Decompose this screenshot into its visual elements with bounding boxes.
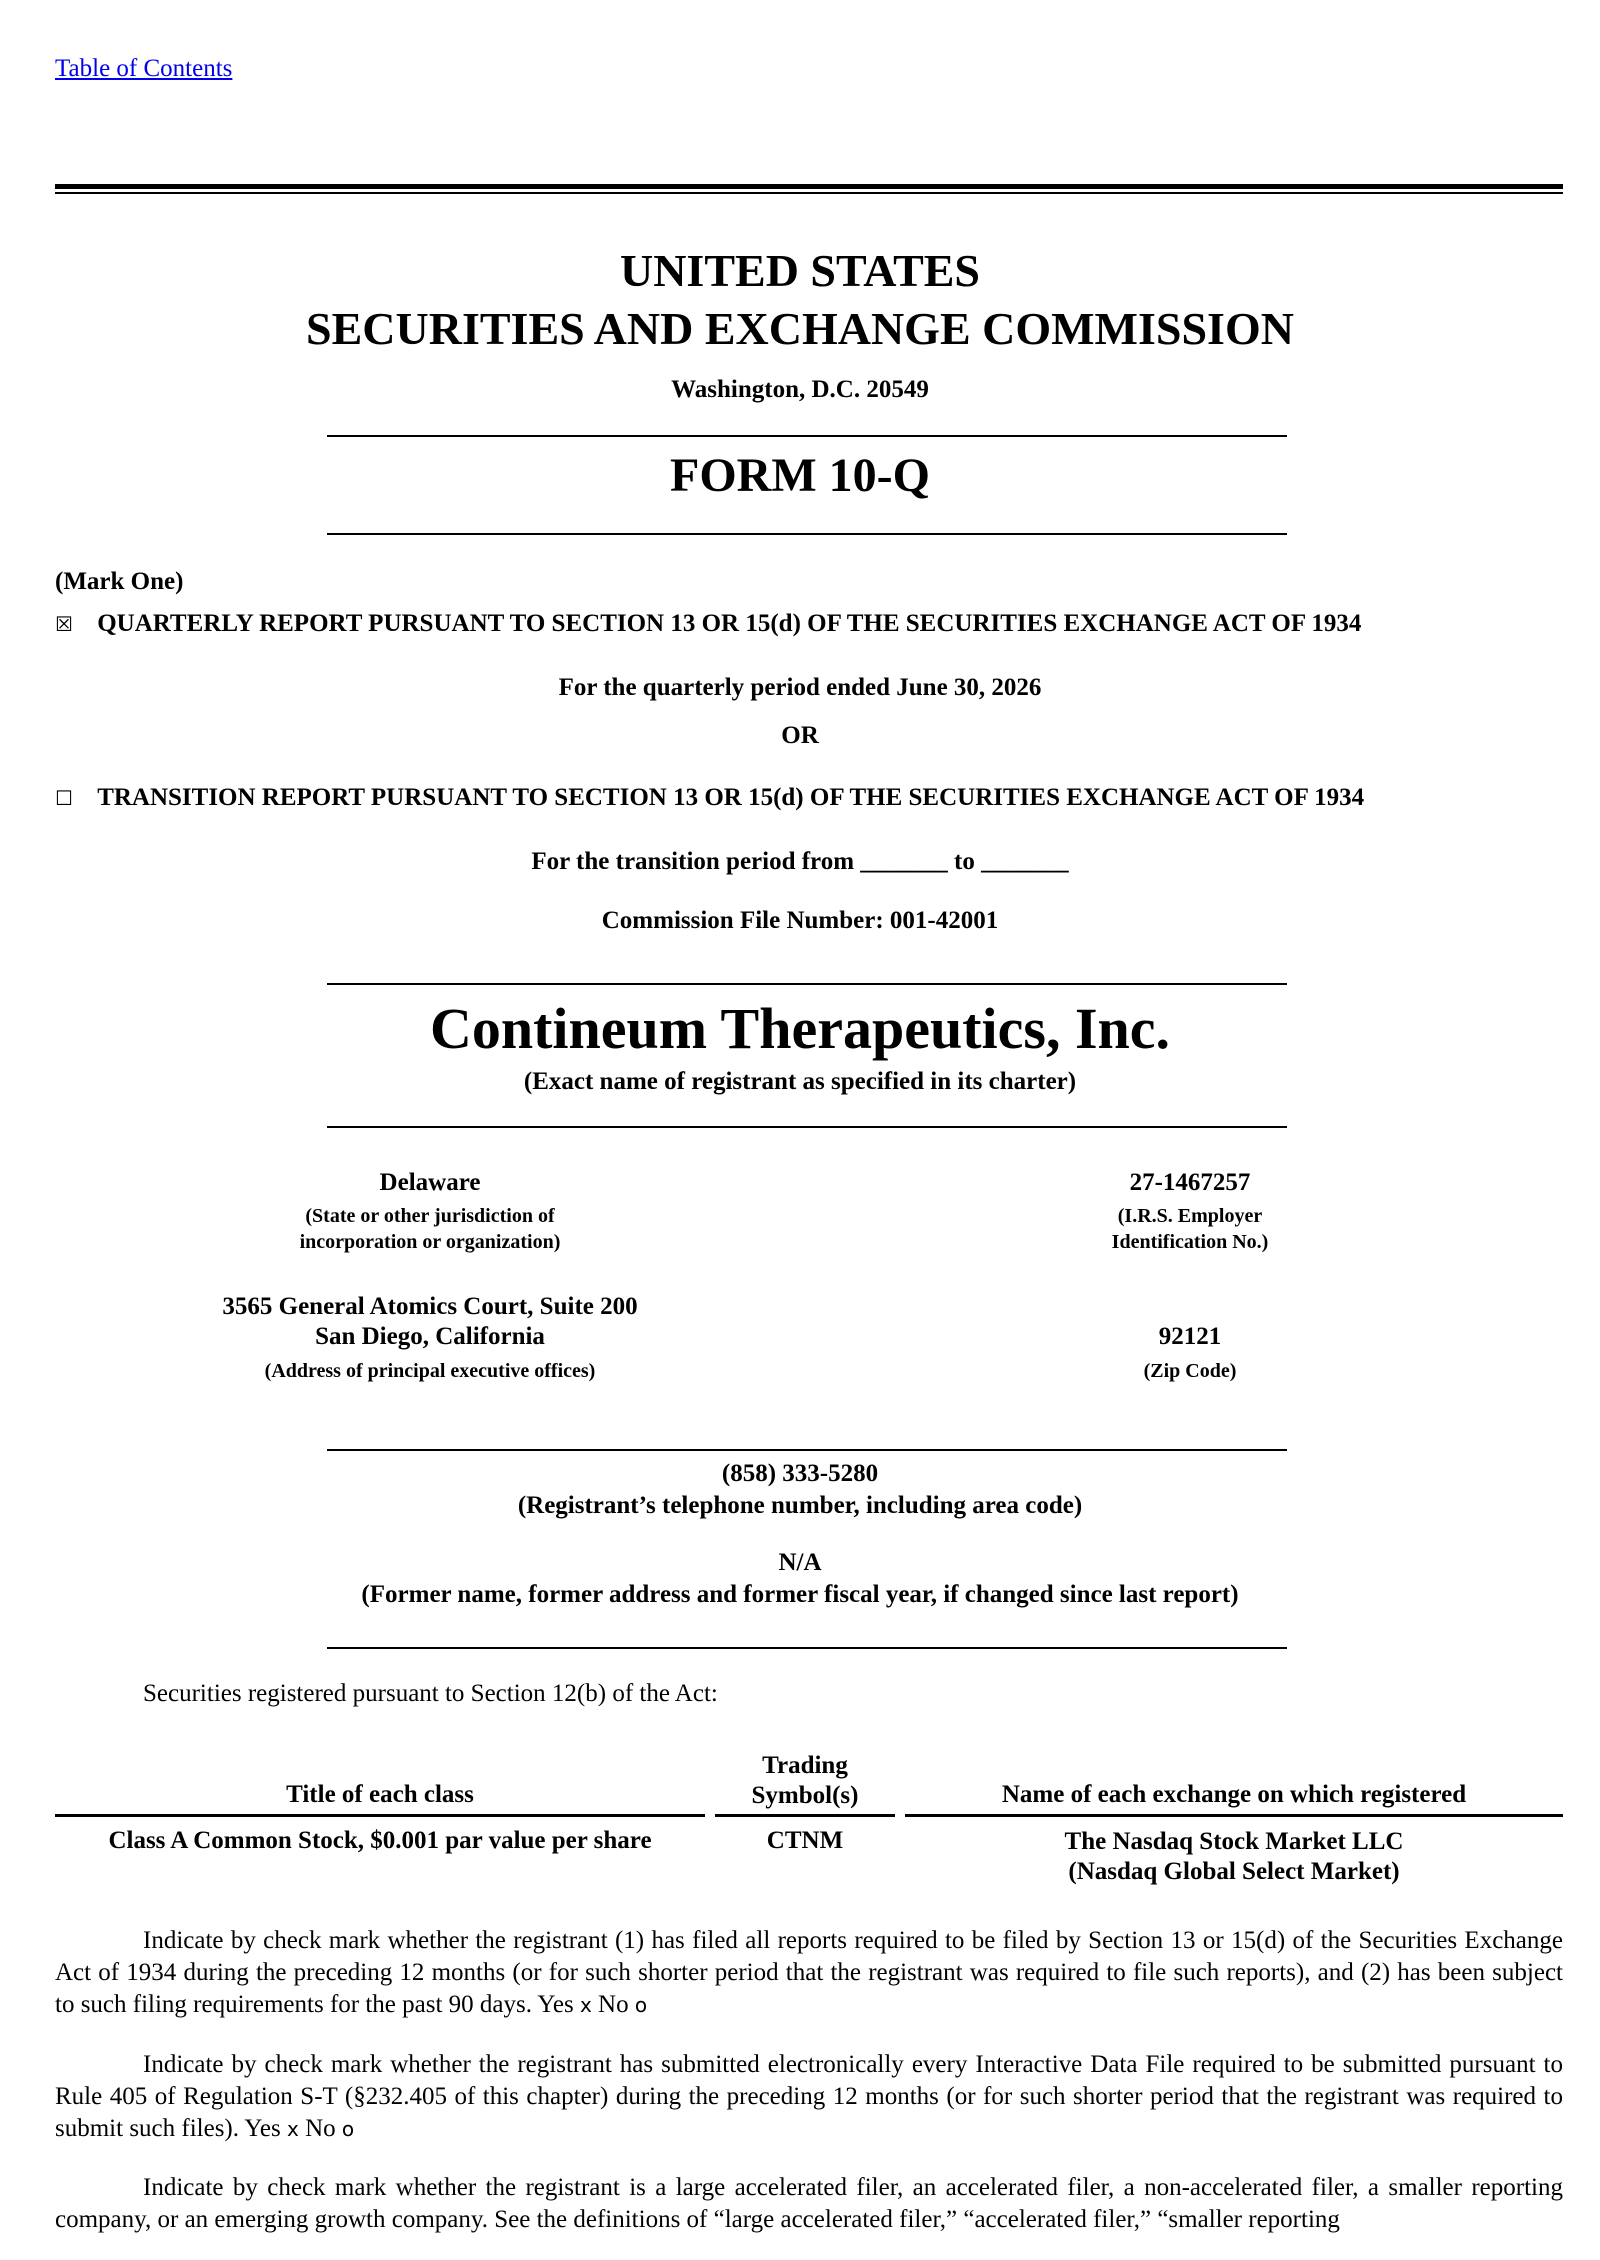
no-label: No	[305, 2115, 336, 2142]
header-title-block	[0, 242, 1600, 358]
irs-value: 27-1467257	[1129, 1169, 1251, 1196]
quarterly-period: For the quarterly period ended June 30, 2026	[558, 674, 1042, 701]
top-rule-thick	[55, 184, 1563, 189]
yes-check-mark: x	[286, 2117, 299, 2141]
transition-period: For the transition period from _______ to _______	[531, 848, 1069, 875]
table-header-symbol-line-1: Trading	[762, 1752, 848, 1779]
address-block	[130, 1292, 730, 1384]
paragraph-1-text: Indicate by check mark whether the registrant (1) has filed all reports required to be filed by Section 13 or 15(d) of the Securities Exchange Act of 1934 during the preceding 12 months (or for such shorter period that the registrant was required to file such reports), and (2) has been subject to such filing requirements for the past 90 days.	[55, 1927, 1563, 2018]
transition-report-option	[55, 784, 1364, 812]
table-cell-title: Class A Common Stock, $0.001 par value per share	[108, 1827, 652, 1854]
paragraph-3-text: Indicate by check mark whether the registrant is a large accelerated filer, an accelerated filer, a non-accelerated filer, a smaller reporting company, or an emerging growth company. See the definitions of “large accelerated filer,” “accelerated filer,” “smaller reporting	[55, 2174, 1563, 2233]
table-header-rule	[715, 1814, 895, 1817]
no-label: No	[598, 1991, 629, 2018]
state-block	[130, 1169, 730, 1255]
top-rule-thin	[55, 192, 1563, 194]
table-cell-exchange-line-1: The Nasdaq Stock Market LLC	[1064, 1828, 1404, 1855]
table-header-title: Title of each class	[286, 1781, 474, 1808]
former-name-caption: (Former name, former address and former fiscal year, if changed since last report)	[361, 1581, 1239, 1608]
table-cell-exchange	[905, 1827, 1563, 1887]
transition-checkbox-unchecked: ☐	[55, 786, 73, 810]
rule	[327, 983, 1287, 985]
table-of-contents-link[interactable]: Table of Contents	[55, 55, 233, 82]
header-line-1: UNITED STATES	[619, 245, 981, 296]
state-caption-1: (State or other jurisdiction of	[305, 1205, 555, 1227]
address-line-1: 3565 General Atomics Court, Suite 200	[222, 1293, 638, 1320]
irs-caption-1: (I.R.S. Employer	[1117, 1205, 1263, 1227]
quarterly-report-option	[55, 610, 1361, 638]
or-separator: OR	[781, 722, 819, 749]
rule	[327, 1647, 1287, 1649]
paragraph-filer-status	[55, 2172, 1563, 2236]
registrant-name-caption: (Exact name of registrant as specified in its charter)	[523, 1068, 1077, 1095]
paragraph-2-text: Indicate by check mark whether the registrant has submitted electronically every Interactive Data File required to be submitted pursuant to Rule 405 of Regulation S-T (§232.405 of this chapter) during the preceding 12 months (or for such shorter period that the registrant was required to submit such files).	[55, 2051, 1563, 2142]
table-cell-symbol: CTNM	[766, 1827, 844, 1854]
rule	[327, 435, 1287, 437]
table-cell-exchange-line-2: (Nasdaq Global Select Market)	[1068, 1858, 1400, 1885]
state-value: Delaware	[379, 1169, 481, 1196]
zip-value: 92121	[1158, 1323, 1222, 1350]
rule	[327, 1126, 1287, 1128]
registrant-name: Contineum Therapeutics, Inc.	[429, 996, 1171, 1061]
yes-check-mark: x	[579, 1993, 592, 2017]
phone-caption: (Registrant’s telephone number, including area code)	[517, 1492, 1083, 1519]
table-header-exchange: Name of each exchange on which registered	[1001, 1781, 1467, 1808]
former-name-value: N/A	[778, 1549, 822, 1576]
header-line-2: SECURITIES AND EXCHANGE COMMISSION	[306, 303, 1294, 354]
table-header-rule	[55, 1814, 705, 1817]
rule	[327, 1449, 1287, 1451]
state-caption-2: incorporation or organization)	[299, 1231, 561, 1253]
commission-file-number: Commission File Number: 001-42001	[601, 907, 999, 934]
phone-number: (858) 333-5280	[721, 1460, 879, 1487]
table-header-symbol	[715, 1751, 895, 1811]
quarterly-report-text: QUARTERLY REPORT PURSUANT TO SECTION 13 OR 15(d) OF THE SECURITIES EXCHANGE ACT OF 1934	[97, 610, 1362, 637]
table-header-rule	[905, 1814, 1563, 1817]
quarterly-checkbox-checked: ☒	[55, 612, 73, 636]
paragraph-filing-status	[55, 1925, 1563, 2021]
table-header-symbol-line-2: Symbol(s)	[751, 1782, 859, 1809]
yes-label: Yes	[244, 2115, 281, 2142]
irs-block	[1000, 1169, 1380, 1255]
irs-caption-2: Identification No.)	[1111, 1231, 1269, 1253]
former-name-block	[0, 1547, 1600, 1611]
address-caption: (Address of principal executive offices)	[264, 1360, 596, 1382]
phone-block	[0, 1458, 1600, 1522]
no-check-mark: o	[634, 1993, 648, 2017]
address-line-2: San Diego, California	[315, 1323, 545, 1350]
securities-intro: Securities registered pursuant to Section 12(b) of the Act:	[143, 1680, 718, 1707]
transition-report-text: TRANSITION REPORT PURSUANT TO SECTION 13 OR 15(d) OF THE SECURITIES EXCHANGE ACT OF 1934	[97, 784, 1365, 811]
yes-label: Yes	[537, 1991, 574, 2018]
rule	[327, 533, 1287, 535]
paragraph-interactive-data	[55, 2049, 1563, 2145]
zip-block	[1000, 1322, 1380, 1384]
no-check-mark: o	[341, 2117, 355, 2141]
zip-caption: (Zip Code)	[1143, 1360, 1237, 1382]
mark-one-label: (Mark One)	[55, 568, 184, 595]
header-city: Washington, D.C. 20549	[671, 376, 929, 403]
form-title: FORM 10-Q	[670, 449, 930, 502]
